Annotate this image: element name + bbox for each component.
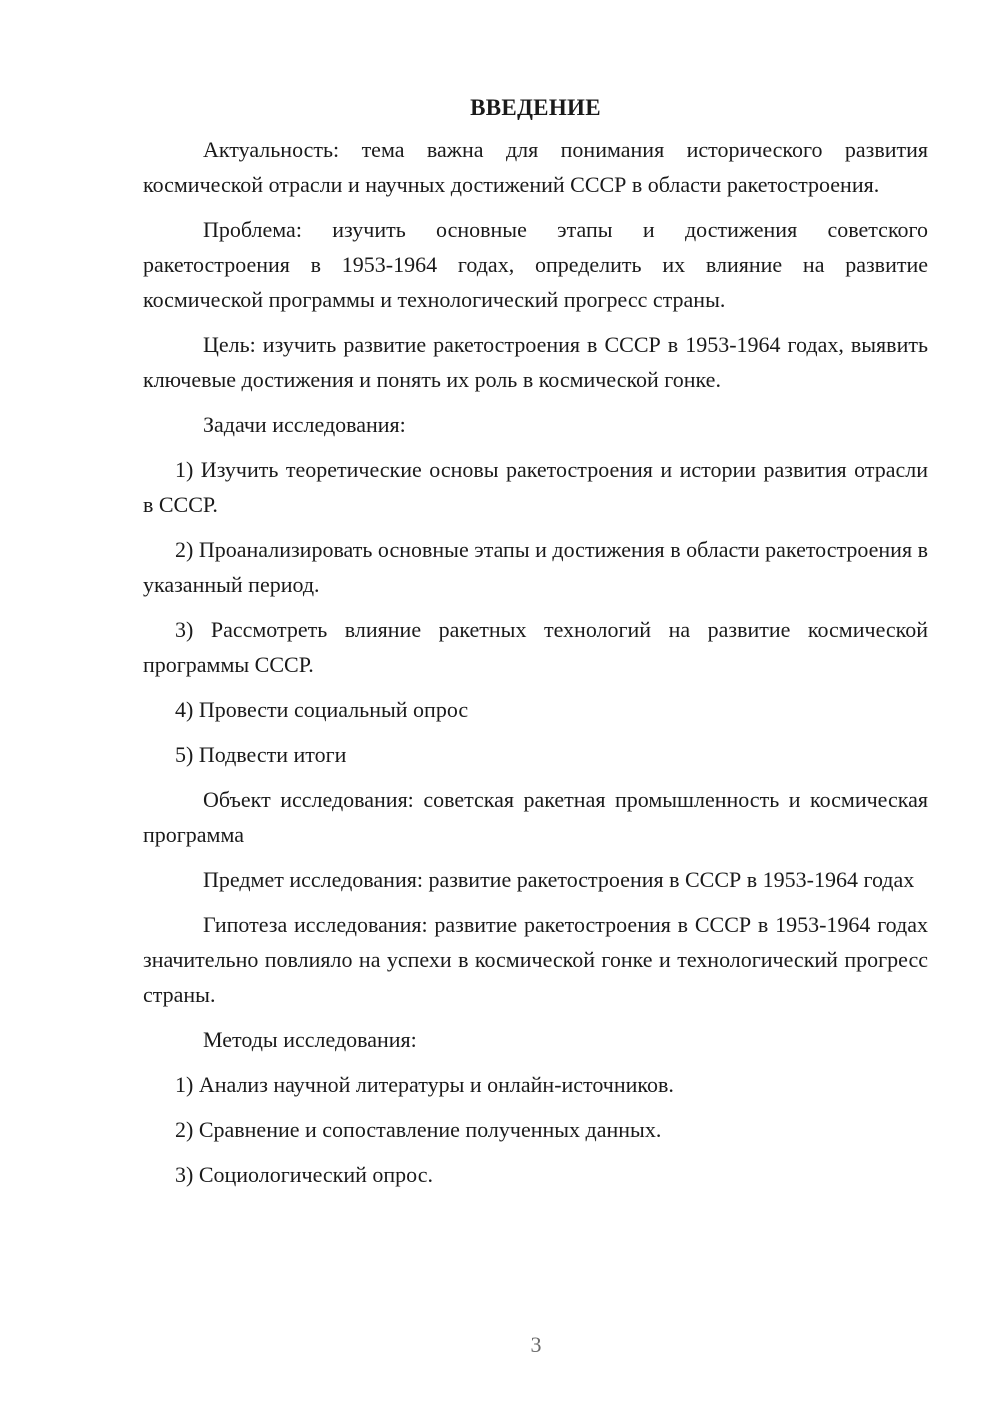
methods-heading: Методы исследования: xyxy=(203,1027,417,1052)
page-number: 3 xyxy=(530,1332,542,1357)
page-title: ВВЕДЕНИЕ xyxy=(470,95,601,120)
method-item-3: 3) Социологический опрос. xyxy=(175,1162,433,1187)
task-item-4: 4) Провести социальный опрос xyxy=(175,697,469,722)
task-item-3: 3) Рассмотреть влияние ракетных технологий на развитие космической программы СССР. xyxy=(143,617,928,677)
goal-paragraph: Цель: изучить развитие ракетостроения в СССР в 1953-1964 годах, выявить ключевые достижения и понять их роль в космической гонке. xyxy=(143,332,928,392)
task-item-2: 2) Проанализировать основные этапы и достижения в области ракетостроения в указанный период. xyxy=(143,537,928,597)
task-item-5: 5) Подвести итоги xyxy=(175,742,347,767)
task-item-1: 1) Изучить теоретические основы ракетостроения и истории развития отрасли в СССР. xyxy=(143,457,928,517)
subject-paragraph: Предмет исследования: развитие ракетостроения в СССР в 1953-1964 годах xyxy=(203,867,915,892)
relevance-paragraph: Актуальность: тема важна для понимания исторического развития космической отрасли и научных достижений СССР в области ракетостроения. xyxy=(143,137,928,197)
method-item-1: 1) Анализ научной литературы и онлайн-источников. xyxy=(175,1072,674,1097)
hypothesis-paragraph: Гипотеза исследования: развитие ракетостроения в СССР в 1953-1964 годах значительно повлияло на успехи в космической гонке и технологический прогресс страны. xyxy=(143,912,928,1007)
tasks-heading: Задачи исследования: xyxy=(203,412,406,437)
problem-paragraph: Проблема: изучить основные этапы и достижения советского ракетостроения в 1953-1964 годах, определить их влияние на развитие космической программы и технологический прогресс страны. xyxy=(143,217,928,312)
object-paragraph: Объект исследования: советская ракетная промышленность и космическая программа xyxy=(143,787,928,847)
method-item-2: 2) Сравнение и сопоставление полученных данных. xyxy=(175,1117,662,1142)
document-page xyxy=(143,90,928,1202)
